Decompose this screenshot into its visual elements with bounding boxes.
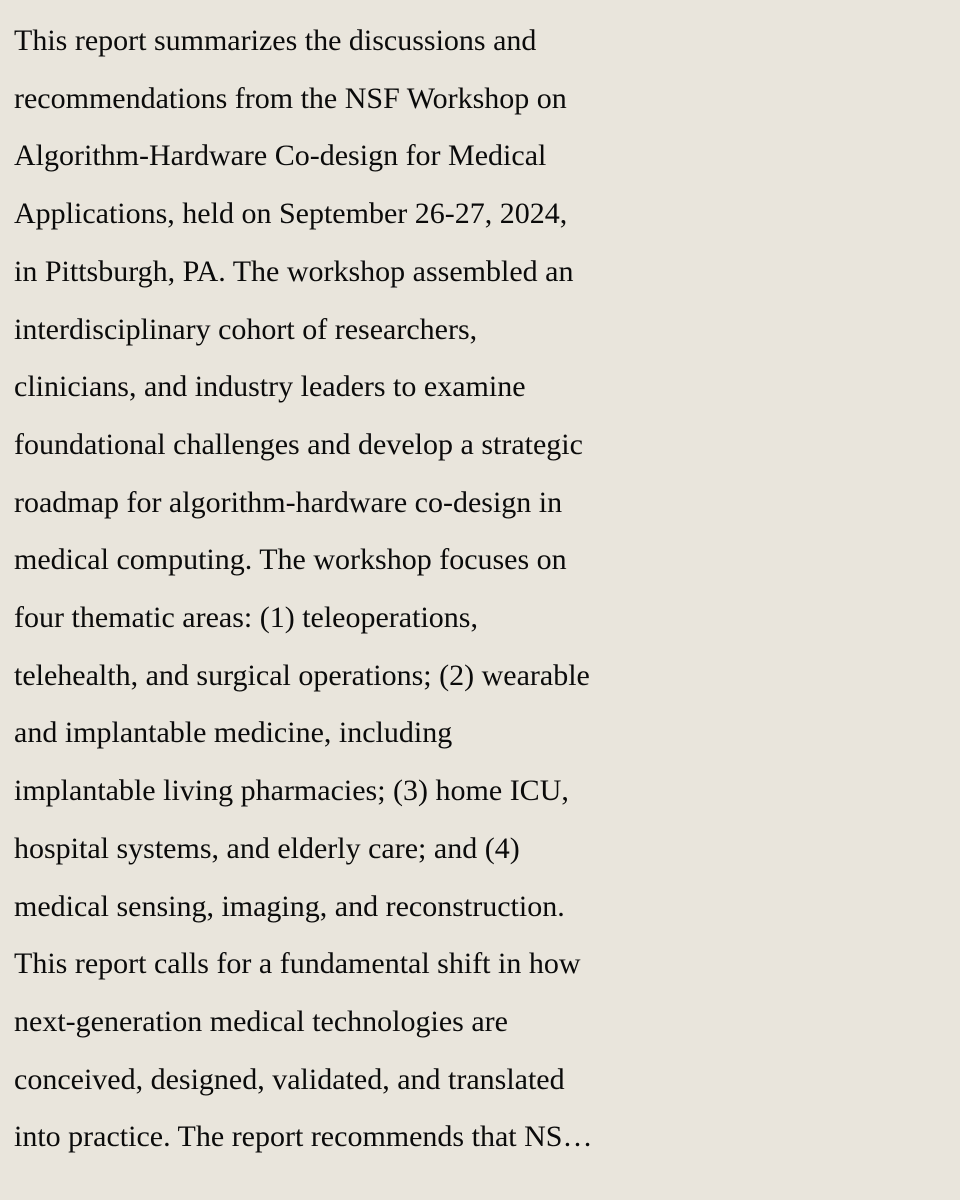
abstract-paragraph [14, 12, 960, 1166]
text-line-9: roadmap for algorithm-hardware co-design in [14, 485, 563, 519]
text-line-18: next-generation medical technologies are [14, 1004, 508, 1038]
text-line-14: implantable living pharmacies; (3) home ICU, [14, 774, 569, 808]
text-line-20: into practice. The report recommends that NS… [14, 1120, 593, 1154]
text-line-16: medical sensing, imaging, and reconstruction. [14, 889, 565, 923]
text-line-12: telehealth, and surgical operations; (2) wearable [14, 658, 590, 692]
text-line-5: in Pittsburgh, PA. The workshop assembled an [14, 254, 574, 288]
text-line-10: medical computing. The workshop focuses on [14, 543, 567, 577]
text-line-15: hospital systems, and elderly care; and (4) [14, 831, 520, 865]
text-line-17: This report calls for a fundamental shift in how [14, 947, 581, 981]
text-line-13: and implantable medicine, including [14, 716, 453, 750]
text-line-3: Algorithm-Hardware Co-design for Medical [14, 139, 547, 173]
text-line-6: interdisciplinary cohort of researchers, [14, 312, 478, 346]
text-line-8: foundational challenges and develop a strategic [14, 427, 583, 461]
text-line-11: four thematic areas: (1) teleoperations, [14, 601, 478, 635]
text-line-4: Applications, held on September 26-27, 2024, [14, 197, 568, 231]
text-line-19: conceived, designed, validated, and translated [14, 1062, 565, 1096]
text-line-7: clinicians, and industry leaders to examine [14, 370, 526, 404]
text-line-1: This report summarizes the discussions and [14, 24, 537, 57]
text-line-2: recommendations from the NSF Workshop on [14, 81, 567, 115]
